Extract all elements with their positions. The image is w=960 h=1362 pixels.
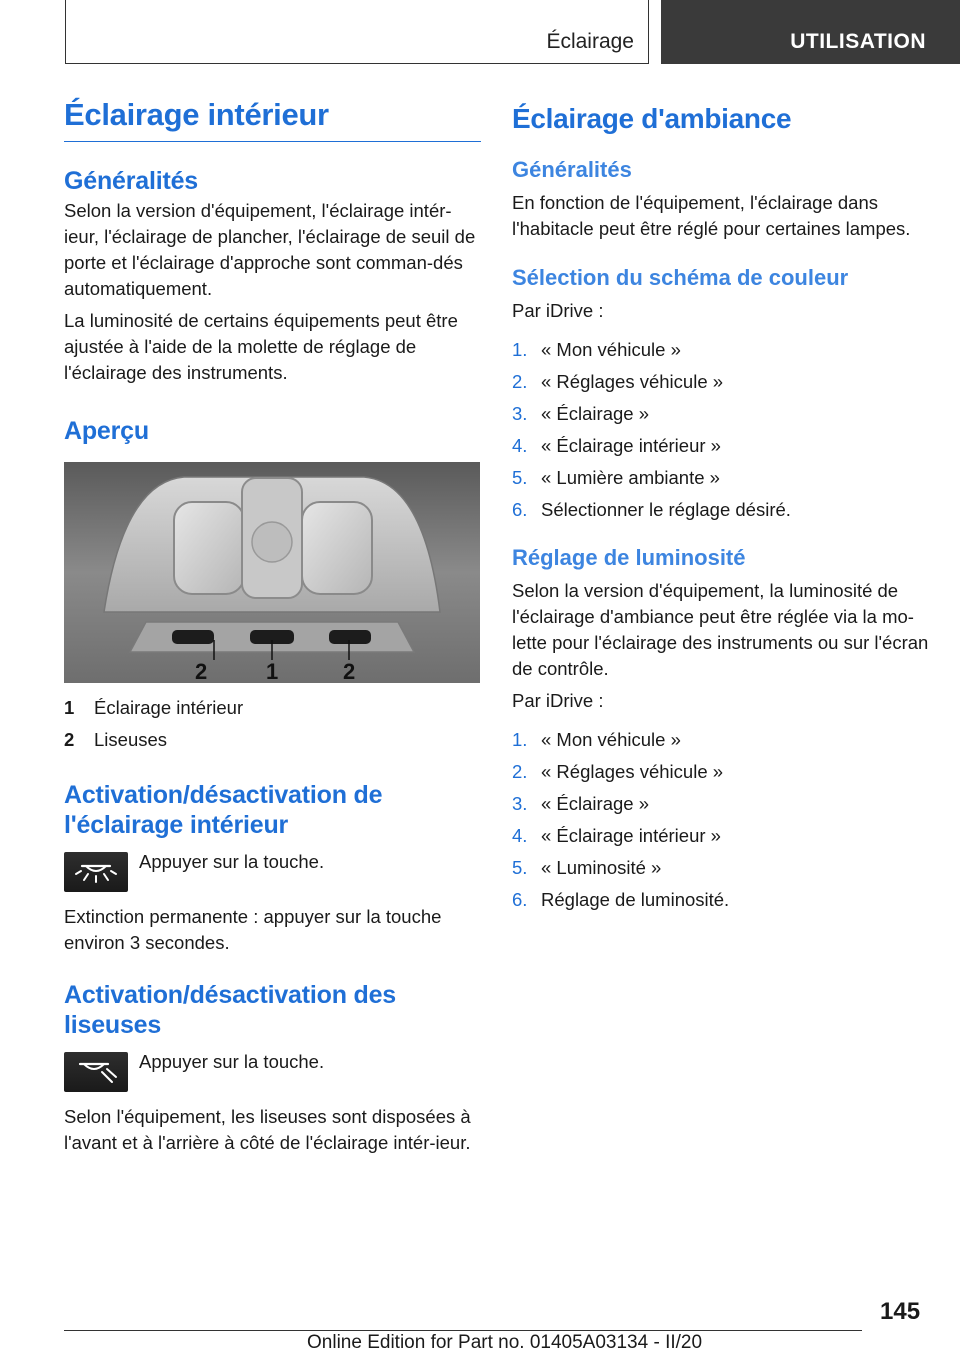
step-text: « Réglages véhicule » [541,760,724,782]
right-column [512,102,932,916]
color-idrive-intro: Par iDrive : [512,299,604,321]
legend-number: 1 [64,697,75,719]
step-text: « Mon véhicule » [541,338,681,360]
step-text: Réglage de luminosité. [541,888,730,910]
page-number: 145 [880,1298,921,1325]
heading-interior-activation: Activation/désactivation de l'éclairage intérieur [64,781,383,840]
step-text: « Réglages véhicule » [541,370,724,392]
legend-text: Éclairage intérieur [94,697,244,719]
list-item [512,724,932,756]
step-number: 5. [512,466,528,488]
step-text: « Éclairage intérieur » [541,824,721,846]
legend-text: Liseuses [94,729,168,751]
brightness-idrive-intro: Par iDrive : [512,689,604,711]
step-text: Sélectionner le réglage désiré. [541,498,791,520]
paragraph-brightness: Selon la version d'équipement, la luminosité de l'éclairage d'ambiance peut être réglée via la mo-lette pour l'éclairage des instruments ou sur l'écran de contrôle. [512,579,929,679]
reading-button-instruction: Appuyer sur la touche. [139,1051,325,1073]
paragraph-general-1: Selon la version d'équipement, l'éclairage intér-ieur, l'éclairage de plancher, l'éclairage de seuil de porte et l'éclairage d'approche sont comman-dés automatiquement. [64,200,476,300]
figure-callout-right: 2 [343,659,356,684]
figure-callout-center: 1 [266,659,279,684]
list-item [512,756,932,788]
step-number: 2. [512,370,528,392]
list-item [512,884,932,916]
list-item [512,398,932,430]
list-item [512,852,932,884]
heading-reading-lights: Activation/désactivation des liseuses [64,981,396,1040]
interior-light-button-row [64,852,481,892]
color-steps-list [512,334,932,526]
step-text: « Luminosité » [541,856,662,878]
legend-number: 2 [64,729,75,751]
legend-item [64,724,481,756]
heading-overview: Aperçu [64,417,149,446]
step-number: 6. [512,888,528,910]
heading-color-scheme: Sélection du schéma de couleur [512,264,849,290]
legend-item [64,692,481,724]
step-number: 2. [512,760,528,782]
reading-light-button-row [64,1052,481,1092]
step-number: 1. [512,338,528,360]
step-number: 3. [512,792,528,814]
header-chapter-tab [661,0,960,64]
list-item [512,366,932,398]
footer-rule [64,1330,862,1331]
figure-legend [64,692,481,756]
interior-light-button-icon [64,852,128,892]
step-number: 4. [512,434,528,456]
list-item [512,462,932,494]
step-number: 3. [512,402,528,424]
heading-brightness: Réglage de luminosité [512,544,746,570]
paragraph-ambient-general: En fonction de l'équipement, l'éclairage dans l'habitacle peut être réglé pour certaines lampes. [512,191,911,239]
page-title-interior: Éclairage intérieur [64,97,329,132]
list-item [512,494,932,526]
list-item [512,334,932,366]
footer-edition: Online Edition for Part no. 01405A03134 - II/20 [307,1332,703,1353]
section-title: Éclairage [546,30,634,53]
step-number: 5. [512,856,528,878]
heading-general-ambient: Généralités [512,156,632,182]
step-text: « Éclairage » [541,402,649,424]
brightness-steps-list [512,724,932,916]
list-item [512,430,932,462]
list-item [512,788,932,820]
step-text: « Mon véhicule » [541,728,681,750]
paragraph-permanent-off: Extinction permanente : appuyer sur la touche environ 3 secondes. [64,906,442,954]
step-number: 4. [512,824,528,846]
paragraph-reading-lights: Selon l'équipement, les liseuses sont disposées à l'avant et à l'arrière à côté de l'éclairage intér-ieur. [64,1106,471,1154]
interior-button-instruction: Appuyer sur la touche. [139,851,325,873]
step-number: 1. [512,728,528,750]
paragraph-general-2: La luminosité de certains équipements peut être ajustée à l'aide de la molette de réglage de l'éclairage des instruments. [64,310,458,384]
ceiling-console-illustration [64,462,480,683]
list-item [512,820,932,852]
header-section-tab [65,0,649,64]
heading-general-interior: Généralités [64,167,198,196]
reading-light-button-icon [64,1052,128,1092]
chapter-title: UTILISATION [790,30,926,53]
step-number: 6. [512,498,528,520]
left-column [64,96,481,1156]
interior-light-figure [64,462,481,683]
step-text: « Lumière ambiante » [541,466,720,488]
step-text: « Éclairage intérieur » [541,434,721,456]
page-title-ambient: Éclairage d'ambiance [512,103,792,134]
title-rule [64,96,481,142]
figure-callout-left: 2 [195,659,208,684]
step-text: « Éclairage » [541,792,649,814]
